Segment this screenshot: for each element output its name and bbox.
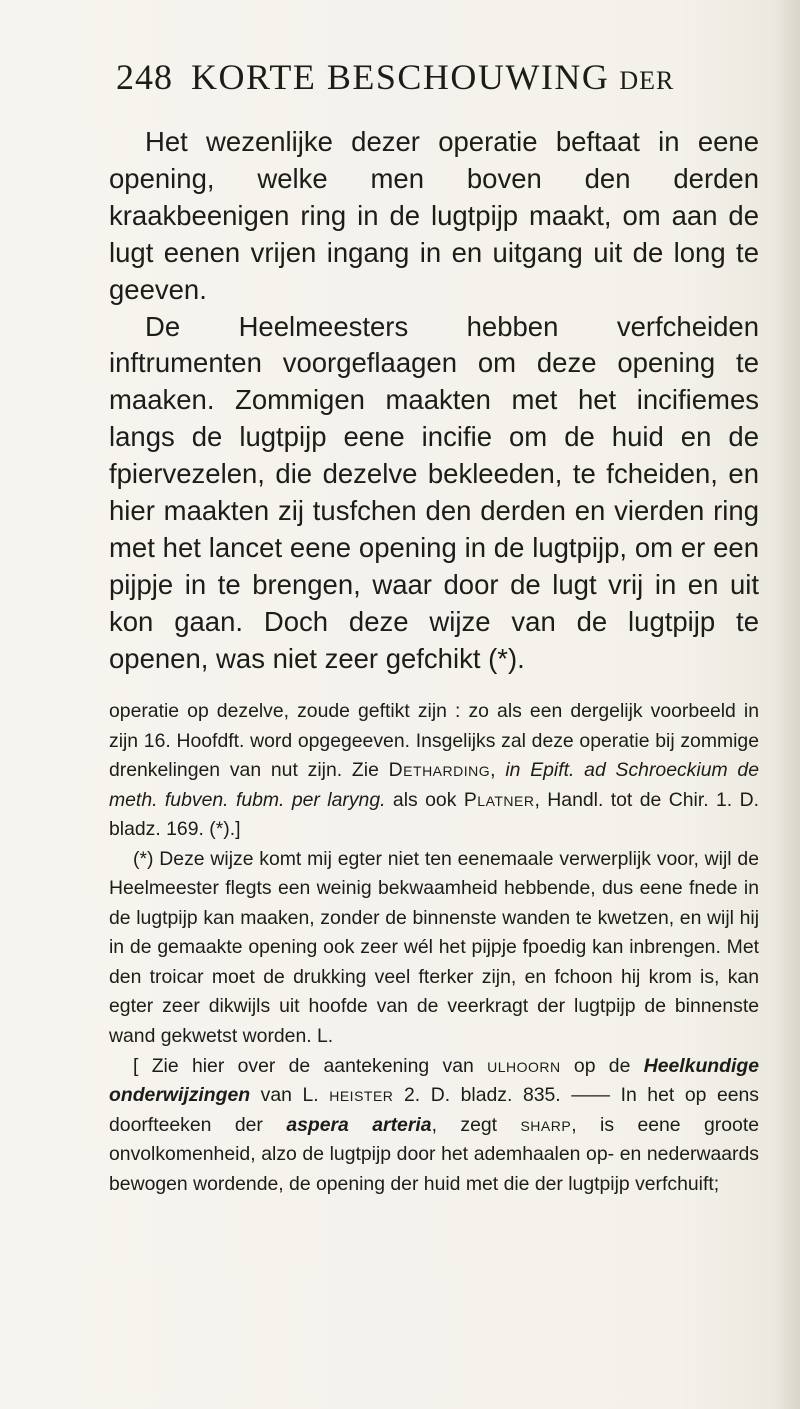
- footnote-text: van L.: [250, 1084, 330, 1107]
- footnote-text: , Handl. tot de Chir. 1. D. bladz. 169. (*).]: [109, 788, 760, 841]
- author-name: heister: [329, 1084, 394, 1107]
- work-title: Heelkundige onderwijzingen: [109, 1054, 759, 1107]
- paragraph-1: Het wezenlijke dezer operatie beftaat in eene opening, welke men boven den derden kraakbeenigen ring in de lugtpijp maakt, om aan de lugt eenen vrijen ingang in en uitgang uit de long te geeven.: [109, 126, 759, 305]
- footnote-text: , zegt: [431, 1113, 521, 1136]
- footnote-text: als ook: [385, 788, 464, 811]
- paragraph-2: De Heelmeesters hebben verfcheiden inftrumenten voorgeflaagen om deze opening te maaken. Zommigen maakten met het incifiemes langs de lugtpijp eene incifie om de huid en de fpiervezelen, die dezelve bekleeden, te fcheiden, en hier maakten zij tusfchen den derden en vierden ring met het lancet eene opening in de lugtpijp, om er een pijpje in te brengen, waar door de lugt vrij in en uit kon gaan. Doch deze wijze van de lugtpijp te openen, was niet zeer gefchikt (*).: [109, 310, 759, 674]
- author-name: sharp: [520, 1113, 572, 1136]
- footnote-text: ,: [490, 759, 506, 782]
- footnote-text: 2. D. bladz. 835. —— In het op eens doorfteeken der: [109, 1084, 759, 1136]
- main-text: [109, 124, 759, 678]
- author-name: ulhoorn: [487, 1054, 561, 1077]
- footnote-text: [ Zie hier over de aantekening van: [133, 1054, 488, 1077]
- work-title: in Epift. ad Schroeckium de meth. fubven. fubm. per laryng.: [109, 759, 759, 811]
- author-name: Platner: [463, 788, 535, 811]
- footnote-continuation: [109, 697, 759, 845]
- footnote-text: , is eene groote onvolkomenheid, alzo de lugtpijp door het ademhaalen op- en nederwaards bewogen wordende, de opening der huid met die der lugtpijp verfchuift;: [109, 1113, 759, 1195]
- footnote-text: op de: [560, 1054, 644, 1077]
- page-edge-shadow: [774, 0, 800, 1409]
- latin-term: aspera arteria: [286, 1113, 432, 1136]
- author-name: Detharding: [388, 759, 491, 782]
- footnotes: [109, 697, 759, 1199]
- footnote-bracketed: [109, 1052, 759, 1200]
- footnote-text: operatie op dezelve, zoude geftikt zijn : zo als een dergelijk voorbeeld in zijn 16. Hoofdft. word opgegeeven. Insgelijks zal deze operatie bij zommige drenkelingen van nut zijn. Zie: [109, 700, 759, 782]
- header-title-small: DER: [619, 66, 675, 95]
- footnote-asterisk: (*) Deze wijze komt mij egter niet ten eenemaale verwerplijk voor, wijl de Heelmeester flegts een weinig bekwaamheid hebbende, dus eene fnede in de lugtpijp kan maaken, zonder de binnenste wanden te kwetzen, en wijl hij in de gemaakte opening ook zeer wél het pijpje fpoedig kan inbrengen. Met den troicar moet de drukking veel fterker zijn, en fchoon hij krom is, kan egter zeer dikwijls uit hoofde van de veerkragt der lugtpijp de binnenste wand gekwetst worden. L.: [109, 847, 759, 1048]
- page-number: 248: [116, 57, 173, 97]
- running-header: [116, 56, 756, 98]
- header-title: KORTE BESCHOUWING: [191, 57, 610, 97]
